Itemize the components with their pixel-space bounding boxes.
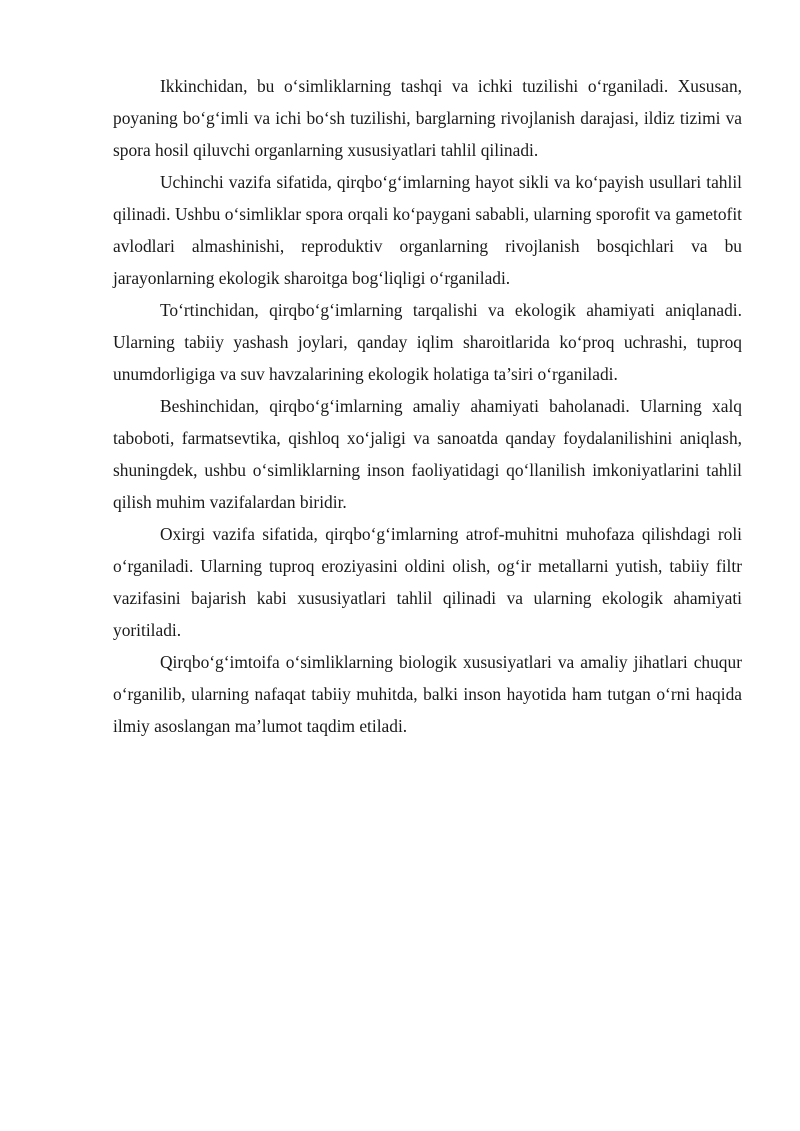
paragraph-conclusion: Qirqbo‘g‘imtoifa o‘simliklarning biologik xususiyatlari va amaliy jihatlari chuqur o‘rganilib, ularning nafaqat tabiiy muhitda, balki inson hayotida ham tutgan o‘rni haqida ilmiy asoslangan ma’lumot taqdim etiladi. xyxy=(113,652,742,736)
paragraph-last-task: Oxirgi vazifa sifatida, qirqbo‘g‘imlarning atrof-muhitni muhofaza qilishdagi roli o‘rganiladi. Ularning tuproq eroziyasini oldini olish, og‘ir metallarni yutish, tabiiy filtr vazifasini bajarish kabi xususiyatlari tahlil qilinadi va ularning ekologik ahamiyati yoritiladi. xyxy=(113,524,742,640)
document-page xyxy=(113,70,742,742)
paragraph-fifth-task: Beshinchidan, qirqbo‘g‘imlarning amaliy ahamiyati baholanadi. Ularning xalq taboboti, farmatsevtika, qishloq xo‘jaligi va sanoatda qanday foydalanilishini aniqlash, shuningdek, ushbu o‘simliklarning inson faoliyatidagi qo‘llanilish imkoniyatlarini tahlil qilish muhim vazifalardan biridir. xyxy=(113,396,742,512)
paragraph-third-task: Uchinchi vazifa sifatida, qirqbo‘g‘imlarning hayot sikli va ko‘payish usullari tahlil qilinadi. Ushbu o‘simliklar spora orqali ko‘paygani sababli, ularning sporofit va gametofit avlodlari almashinishi, reproduktiv organlarning rivojlanish bosqichlari va bu jarayonlarning ekologik sharoitga bog‘liqligi o‘rganiladi. xyxy=(113,172,742,288)
paragraph-fourth-task: To‘rtinchidan, qirqbo‘g‘imlarning tarqalishi va ekologik ahamiyati aniqlanadi. Ularning tabiiy yashash joylari, qanday iqlim sharoitlarida ko‘proq uchrashi, tuproq unumdorligiga va suv havzalarining ekologik holatiga ta’siri o‘rganiladi. xyxy=(113,300,742,384)
paragraph-second-task: Ikkinchidan, bu o‘simliklarning tashqi va ichki tuzilishi o‘rganiladi. Xususan, poyaning bo‘g‘imli va ichi bo‘sh tuzilishi, barglarning rivojlanish darajasi, ildiz tizimi va spora hosil qiluvchi organlarning xususiyatlari tahlil qilinadi. xyxy=(113,76,742,160)
